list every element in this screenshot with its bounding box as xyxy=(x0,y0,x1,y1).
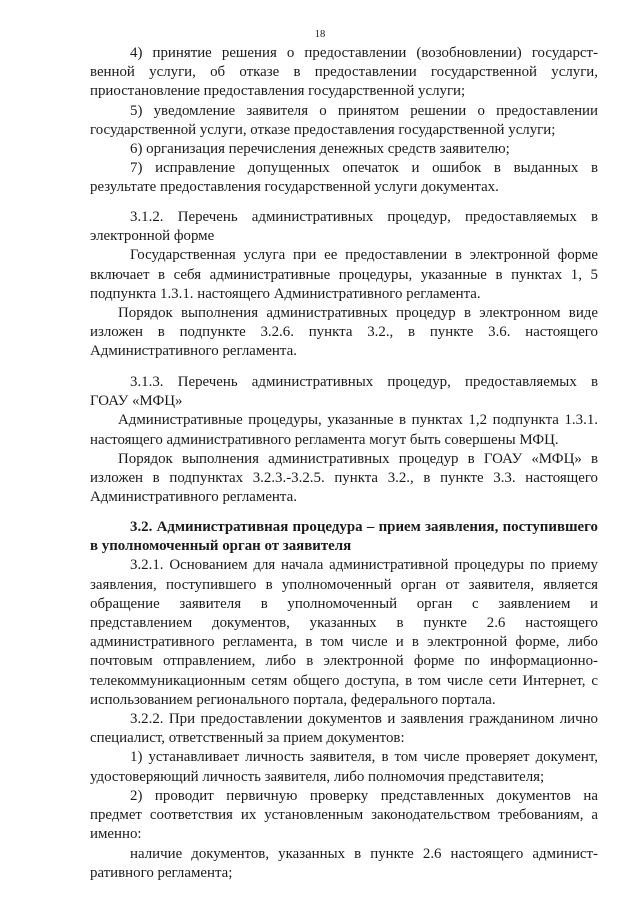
text-line: Административные процедуры, указанные в пунктах 1,2 подпункта 1.3.1. xyxy=(118,412,598,429)
paragraph xyxy=(90,246,598,304)
section-heading-3-1-3 xyxy=(90,373,598,411)
list-item xyxy=(90,845,598,883)
text-line: заявления, поступившего в уполномоченный орган от заявителя, является xyxy=(90,576,598,593)
paragraph xyxy=(90,411,598,449)
paragraph xyxy=(90,556,598,710)
text-line: Административного регламента. xyxy=(90,489,297,506)
text-line: ГОАУ «МФЦ» xyxy=(90,393,183,410)
text-line: телекоммуникационным сетям общего доступа, в том числе сети Интернет, с xyxy=(90,672,598,689)
text-line: Государственная услуга при ее предоставлении в электронной форме xyxy=(130,247,598,264)
text-line: 2) проводит первичную проверку представленных документов на xyxy=(130,788,598,804)
text-line: удостоверяющий личность заявителя, либо полномочия представителя; xyxy=(90,768,545,785)
text-line: Порядок выполнения административных процедур в ГОАУ «МФЦ» в xyxy=(118,451,598,467)
text-line: 1) устанавливает личность заявителя, в том числе проверяет документ, xyxy=(130,749,598,766)
text-line: Административного регламента. xyxy=(90,343,297,360)
text-line: специалист, ответственный за прием документов: xyxy=(90,730,405,747)
text-line: 3.2.2. При предоставлении документов и заявления гражданином лично xyxy=(130,711,598,727)
text-line: 3.2. Административная процедура – прием заявления, поступившего xyxy=(130,519,598,535)
list-item-7 xyxy=(90,159,598,197)
list-item-4 xyxy=(90,44,598,102)
text-line: в уполномоченный орган от заявителя xyxy=(90,538,352,555)
text-line: 5) уведомление заявителя о принятом решении о предоставлении xyxy=(130,102,598,119)
text-line: настоящего административного регламента могут быть совершены МФЦ. xyxy=(90,431,559,448)
text-line: изложен в подпунктах 3.2.3.-3.2.5. пункта 3.2., в пункте 3.3. настоящего xyxy=(90,470,598,487)
text-line: 3.1.3. Перечень административных процедур, предоставляемых в xyxy=(130,374,598,390)
text-line: 7) исправление допущенных опечаток и ошибок в выданных в xyxy=(130,160,598,177)
text-line: результате предоставления государственной услуги документах. xyxy=(90,179,499,196)
page-number: 18 xyxy=(314,29,326,40)
paragraph xyxy=(90,304,598,362)
text-line: административного регламента, в том числе и в электронной форме, либо xyxy=(90,634,598,651)
list-item-5 xyxy=(90,102,598,140)
text-line: 3.1.2. Перечень административных процедур, предоставляемых в xyxy=(130,209,598,225)
text-line: государственной услуги, отказе предоставления государственной услуги; xyxy=(90,121,556,138)
text-line: наличие документов, указанных в пункте 2.6 настоящего админист- xyxy=(130,845,598,862)
text-line: 4) принятие решения о предоставлении (возобновлении) государст- xyxy=(130,45,598,61)
text-line: электронной форме xyxy=(90,228,215,245)
text-line: 6) организация перечисления денежных средств заявителю; xyxy=(130,141,510,157)
paragraph xyxy=(90,710,598,748)
text-line: ративного регламента; xyxy=(90,864,233,881)
text-line: приостановление предоставления государственной услуги; xyxy=(90,83,466,100)
text-line: подпункта 1.3.1. настоящего Административного регламента. xyxy=(90,285,481,302)
text-line: 3.2.1. Основанием для начала административной процедуры по приему xyxy=(130,557,598,574)
text-line: представлением документов, указанных в пункте 2.6 настоящего xyxy=(90,614,598,631)
text-line: использованием регионального портала, федерального портала. xyxy=(90,691,496,708)
text-line: именно: xyxy=(90,826,142,843)
text-line: почтовым отправлением, либо в электронной форме по информационно- xyxy=(90,653,598,670)
section-heading-3-2 xyxy=(90,518,598,556)
list-item-6 xyxy=(90,140,598,159)
section-heading-3-1-2 xyxy=(90,208,598,246)
text-line: обращение заявителя в уполномоченный орган с заявлением и xyxy=(90,595,598,612)
text-line: включает в себя административные процедуры, указанные в пунктах 1, 5 xyxy=(90,266,598,283)
text-line: предмет соответствия их установленным законодательством требованиям, а xyxy=(90,807,598,824)
list-item xyxy=(90,787,598,845)
text-line: Порядок выполнения административных процедур в электронном виде xyxy=(118,305,598,321)
paragraph xyxy=(90,450,598,508)
text-line: изложен в подпункте 3.2.6. пункта 3.2., в пункте 3.6. настоящего xyxy=(90,324,598,341)
text-line: венной услуги, об отказе в предоставлении государственной услуги, xyxy=(90,64,598,81)
list-item xyxy=(90,748,598,786)
